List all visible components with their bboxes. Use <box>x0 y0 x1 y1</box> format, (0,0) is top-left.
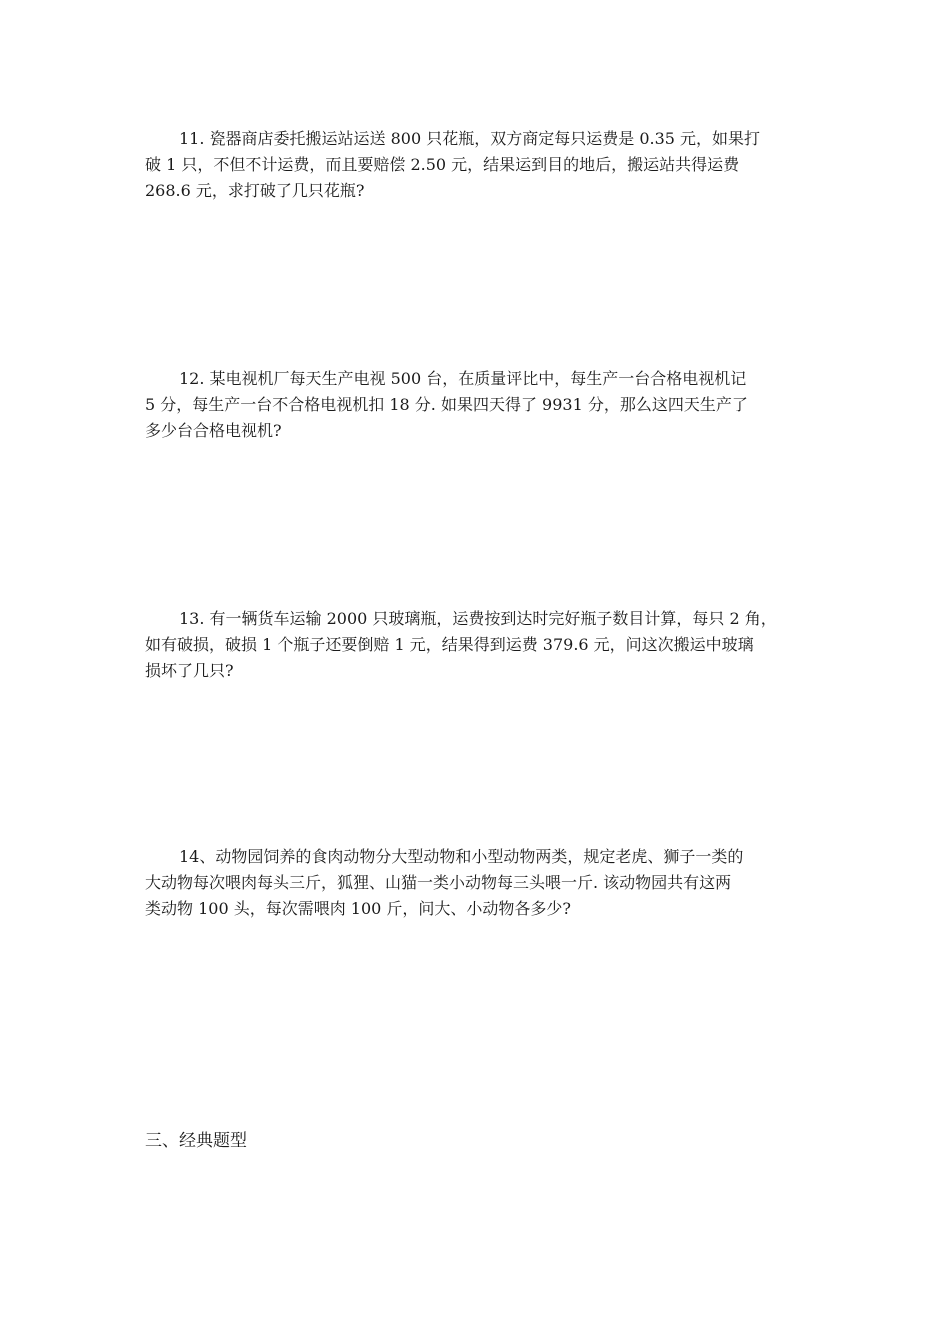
problem-line: 11. 瓷器商店委托搬运站运送 800 只花瓶，双方商定每只运费是 0.35 元，如果打 <box>179 129 761 148</box>
problem-line: 如有破损，破损 1 个瓶子还要倒赔 1 元，结果得到运费 379.6 元，问这次搬运中玻璃 <box>145 635 754 654</box>
problem-line: 14、动物园饲养的食肉动物分大型动物和小型动物两类，规定老虎、狮子一类的 <box>179 847 744 866</box>
problem-11 <box>145 126 810 204</box>
problem-line: 多少台合格电视机? <box>145 421 282 440</box>
problem-line: 破 1 只，不但不计运费，而且要赔偿 2.50 元，结果运到目的地后，搬运站共得运费 <box>145 155 740 174</box>
problem-line: 损坏了几只? <box>145 661 234 680</box>
problem-13 <box>145 606 810 684</box>
problem-14 <box>145 844 810 922</box>
problem-line: 268.6 元，求打破了几只花瓶? <box>145 181 365 200</box>
problem-12 <box>145 366 810 444</box>
problem-line: 类动物 100 头，每次需喂肉 100 斤，问大、小动物各多少? <box>145 899 572 918</box>
problem-line: 13. 有一辆货车运输 2000 只玻璃瓶，运费按到达时完好瓶子数目计算，每只 2 角， <box>179 609 777 628</box>
problem-line: 5 分，每生产一台不合格电视机扣 18 分. 如果四天得了 9931 分，那么这四天生产了 <box>145 395 748 414</box>
problem-line: 12. 某电视机厂每天生产电视 500 台，在质量评比中，每生产一台合格电视机记 <box>179 369 747 388</box>
section-heading: 三、经典题型 <box>145 1131 247 1151</box>
problem-line: 大动物每次喂肉每头三斤，狐狸、山猫一类小动物每三头喂一斤. 该动物园共有这两 <box>145 873 732 892</box>
